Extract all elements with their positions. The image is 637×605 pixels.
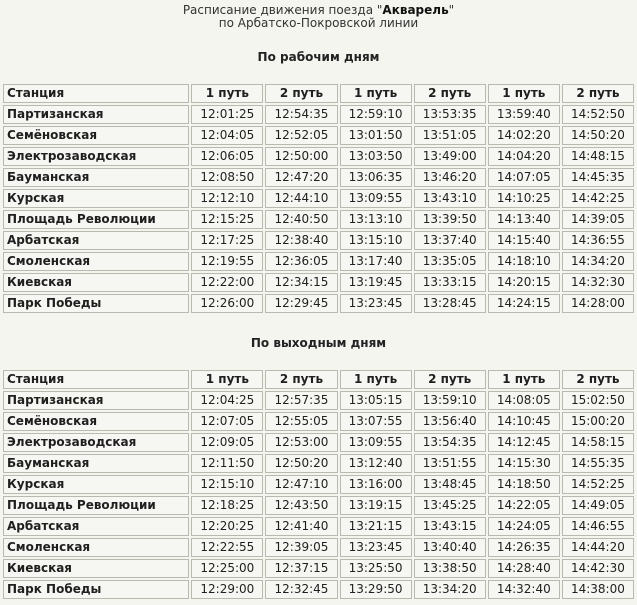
column-header-track: 2 путь [562,370,634,389]
station-name: Арбатская [3,231,189,250]
table-row [3,126,634,145]
departure-time: 13:59:10 [414,391,486,410]
departure-time: 13:06:35 [340,168,412,187]
table-row [3,294,634,313]
departure-time: 14:42:25 [562,189,634,208]
departure-time: 13:49:00 [414,147,486,166]
departure-time: 12:39:05 [265,538,337,557]
departure-time: 12:19:55 [191,252,263,271]
departure-time: 14:55:35 [562,454,634,473]
departure-time: 12:06:05 [191,147,263,166]
departure-time: 14:15:40 [488,231,560,250]
header-suffix: " [448,3,455,17]
departure-time: 12:29:00 [191,580,263,599]
station-name: Парк Победы [3,580,189,599]
departure-time: 12:22:55 [191,538,263,557]
departure-time: 14:15:30 [488,454,560,473]
departure-time: 13:23:45 [340,294,412,313]
departure-time: 13:29:50 [340,580,412,599]
departure-time: 12:22:00 [191,273,263,292]
departure-time: 12:50:20 [265,454,337,473]
departure-time: 13:19:45 [340,273,412,292]
departure-time: 14:22:05 [488,496,560,515]
departure-time: 14:13:40 [488,210,560,229]
table-row [3,391,634,410]
column-header-track: 1 путь [488,84,560,103]
departure-time: 12:25:00 [191,559,263,578]
departure-time: 12:26:00 [191,294,263,313]
column-header-station: Станция [3,370,189,389]
station-name: Партизанская [3,105,189,124]
departure-time: 13:39:50 [414,210,486,229]
station-name: Курская [3,475,189,494]
departure-time: 14:28:00 [562,294,634,313]
weekday-schedule-table [1,82,636,315]
column-header-track: 1 путь [191,84,263,103]
departure-time: 13:09:55 [340,189,412,208]
column-header-track: 2 путь [414,84,486,103]
departure-time: 12:04:25 [191,391,263,410]
column-header-track: 2 путь [414,370,486,389]
station-name: Семёновская [3,412,189,431]
departure-time: 14:20:15 [488,273,560,292]
departure-time: 13:23:45 [340,538,412,557]
departure-time: 12:50:00 [265,147,337,166]
departure-time: 14:26:35 [488,538,560,557]
departure-time: 14:18:10 [488,252,560,271]
departure-time: 12:41:40 [265,517,337,536]
table-row [3,105,634,124]
departure-time: 14:52:50 [562,105,634,124]
departure-time: 13:54:35 [414,433,486,452]
departure-time: 14:32:40 [488,580,560,599]
departure-time: 15:02:50 [562,391,634,410]
station-name: Бауманская [3,454,189,473]
departure-time: 12:55:05 [265,412,337,431]
departure-time: 13:16:00 [340,475,412,494]
table-row [3,147,634,166]
departure-time: 13:19:15 [340,496,412,515]
departure-time: 14:39:05 [562,210,634,229]
table-row [3,189,634,208]
departure-time: 15:00:20 [562,412,634,431]
departure-time: 12:11:50 [191,454,263,473]
departure-time: 12:12:10 [191,189,263,208]
departure-time: 14:28:40 [488,559,560,578]
station-name: Арбатская [3,517,189,536]
station-name: Электрозаводская [3,433,189,452]
station-name: Курская [3,189,189,208]
departure-time: 13:13:10 [340,210,412,229]
table-row [3,168,634,187]
departure-time: 13:25:50 [340,559,412,578]
departure-time: 13:48:45 [414,475,486,494]
column-header-track: 2 путь [265,370,337,389]
table-header-row [3,370,634,389]
departure-time: 12:37:15 [265,559,337,578]
departure-time: 12:53:00 [265,433,337,452]
departure-time: 13:51:55 [414,454,486,473]
departure-time: 12:47:20 [265,168,337,187]
weekend-section-title: По выходным дням [250,336,387,350]
departure-time: 12:20:25 [191,517,263,536]
table-row [3,517,634,536]
departure-time: 14:42:30 [562,559,634,578]
departure-time: 14:48:15 [562,147,634,166]
departure-time: 12:57:35 [265,391,337,410]
column-header-track: 1 путь [340,370,412,389]
column-header-track: 2 путь [265,84,337,103]
departure-time: 12:54:35 [265,105,337,124]
departure-time: 13:38:50 [414,559,486,578]
departure-time: 14:32:30 [562,273,634,292]
column-header-track: 1 путь [191,370,263,389]
departure-time: 13:40:40 [414,538,486,557]
departure-time: 14:50:20 [562,126,634,145]
station-name: Семёновская [3,126,189,145]
departure-time: 12:01:25 [191,105,263,124]
departure-time: 13:33:15 [414,273,486,292]
departure-time: 13:53:35 [414,105,486,124]
departure-time: 14:46:55 [562,517,634,536]
departure-time: 12:29:45 [265,294,337,313]
departure-time: 13:35:05 [414,252,486,271]
departure-time: 14:38:00 [562,580,634,599]
station-name: Бауманская [3,168,189,187]
departure-time: 14:24:05 [488,517,560,536]
station-name: Смоленская [3,538,189,557]
departure-time: 14:24:15 [488,294,560,313]
departure-time: 12:38:40 [265,231,337,250]
page-header [0,0,637,28]
departure-time: 14:02:20 [488,126,560,145]
column-header-station: Станция [3,84,189,103]
departure-time: 12:32:45 [265,580,337,599]
departure-time: 12:34:15 [265,273,337,292]
departure-time: 14:18:50 [488,475,560,494]
station-name: Партизанская [3,391,189,410]
departure-time: 13:43:10 [414,189,486,208]
departure-time: 12:43:50 [265,496,337,515]
departure-time: 12:04:05 [191,126,263,145]
departure-time: 12:59:10 [340,105,412,124]
column-header-track: 1 путь [488,370,560,389]
departure-time: 13:45:25 [414,496,486,515]
station-name: Киевская [3,273,189,292]
departure-time: 13:05:15 [340,391,412,410]
station-name: Смоленская [3,252,189,271]
departure-time: 12:44:10 [265,189,337,208]
table-row [3,538,634,557]
departure-time: 14:36:55 [562,231,634,250]
weekday-section-title: По рабочим дням [257,50,380,64]
departure-time: 13:21:15 [340,517,412,536]
table-row [3,433,634,452]
departure-time: 14:10:25 [488,189,560,208]
station-name: Киевская [3,559,189,578]
departure-time: 13:56:40 [414,412,486,431]
table-row [3,559,634,578]
table-row [3,496,634,515]
column-header-track: 2 путь [562,84,634,103]
table-row [3,580,634,599]
departure-time: 14:08:05 [488,391,560,410]
departure-time: 13:09:55 [340,433,412,452]
station-name: Площадь Революции [3,496,189,515]
departure-time: 12:09:05 [191,433,263,452]
departure-time: 13:46:20 [414,168,486,187]
departure-time: 12:52:05 [265,126,337,145]
departure-time: 14:49:05 [562,496,634,515]
table-header-row [3,84,634,103]
station-name: Площадь Революции [3,210,189,229]
departure-time: 13:51:05 [414,126,486,145]
station-name: Парк Победы [3,294,189,313]
station-name: Электрозаводская [3,147,189,166]
departure-time: 14:52:25 [562,475,634,494]
departure-time: 12:40:50 [265,210,337,229]
departure-time: 12:18:25 [191,496,263,515]
departure-time: 13:28:45 [414,294,486,313]
table-row [3,454,634,473]
departure-time: 13:07:55 [340,412,412,431]
departure-time: 12:17:25 [191,231,263,250]
departure-time: 12:47:10 [265,475,337,494]
table-row [3,412,634,431]
departure-time: 14:44:20 [562,538,634,557]
departure-time: 13:43:15 [414,517,486,536]
departure-time: 14:58:15 [562,433,634,452]
departure-time: 12:15:25 [191,210,263,229]
departure-time: 13:59:40 [488,105,560,124]
train-name: Акварель [382,3,449,17]
departure-time: 13:17:40 [340,252,412,271]
departure-time: 12:08:50 [191,168,263,187]
departure-time: 14:07:05 [488,168,560,187]
table-row [3,273,634,292]
departure-time: 12:07:05 [191,412,263,431]
header-prefix: Расписание движения поезда " [182,3,383,17]
departure-time: 14:45:35 [562,168,634,187]
departure-time: 13:01:50 [340,126,412,145]
weekend-schedule-table [1,368,636,601]
departure-time: 13:12:40 [340,454,412,473]
header-line-2: по Арбатско-Покровской линии [218,16,419,30]
table-row [3,231,634,250]
departure-time: 14:34:20 [562,252,634,271]
table-row [3,210,634,229]
departure-time: 12:15:10 [191,475,263,494]
departure-time: 13:03:50 [340,147,412,166]
departure-time: 13:15:10 [340,231,412,250]
column-header-track: 1 путь [340,84,412,103]
departure-time: 12:36:05 [265,252,337,271]
departure-time: 13:37:40 [414,231,486,250]
departure-time: 14:12:45 [488,433,560,452]
departure-time: 14:10:45 [488,412,560,431]
table-row [3,475,634,494]
departure-time: 14:04:20 [488,147,560,166]
table-row [3,252,634,271]
departure-time: 13:34:20 [414,580,486,599]
